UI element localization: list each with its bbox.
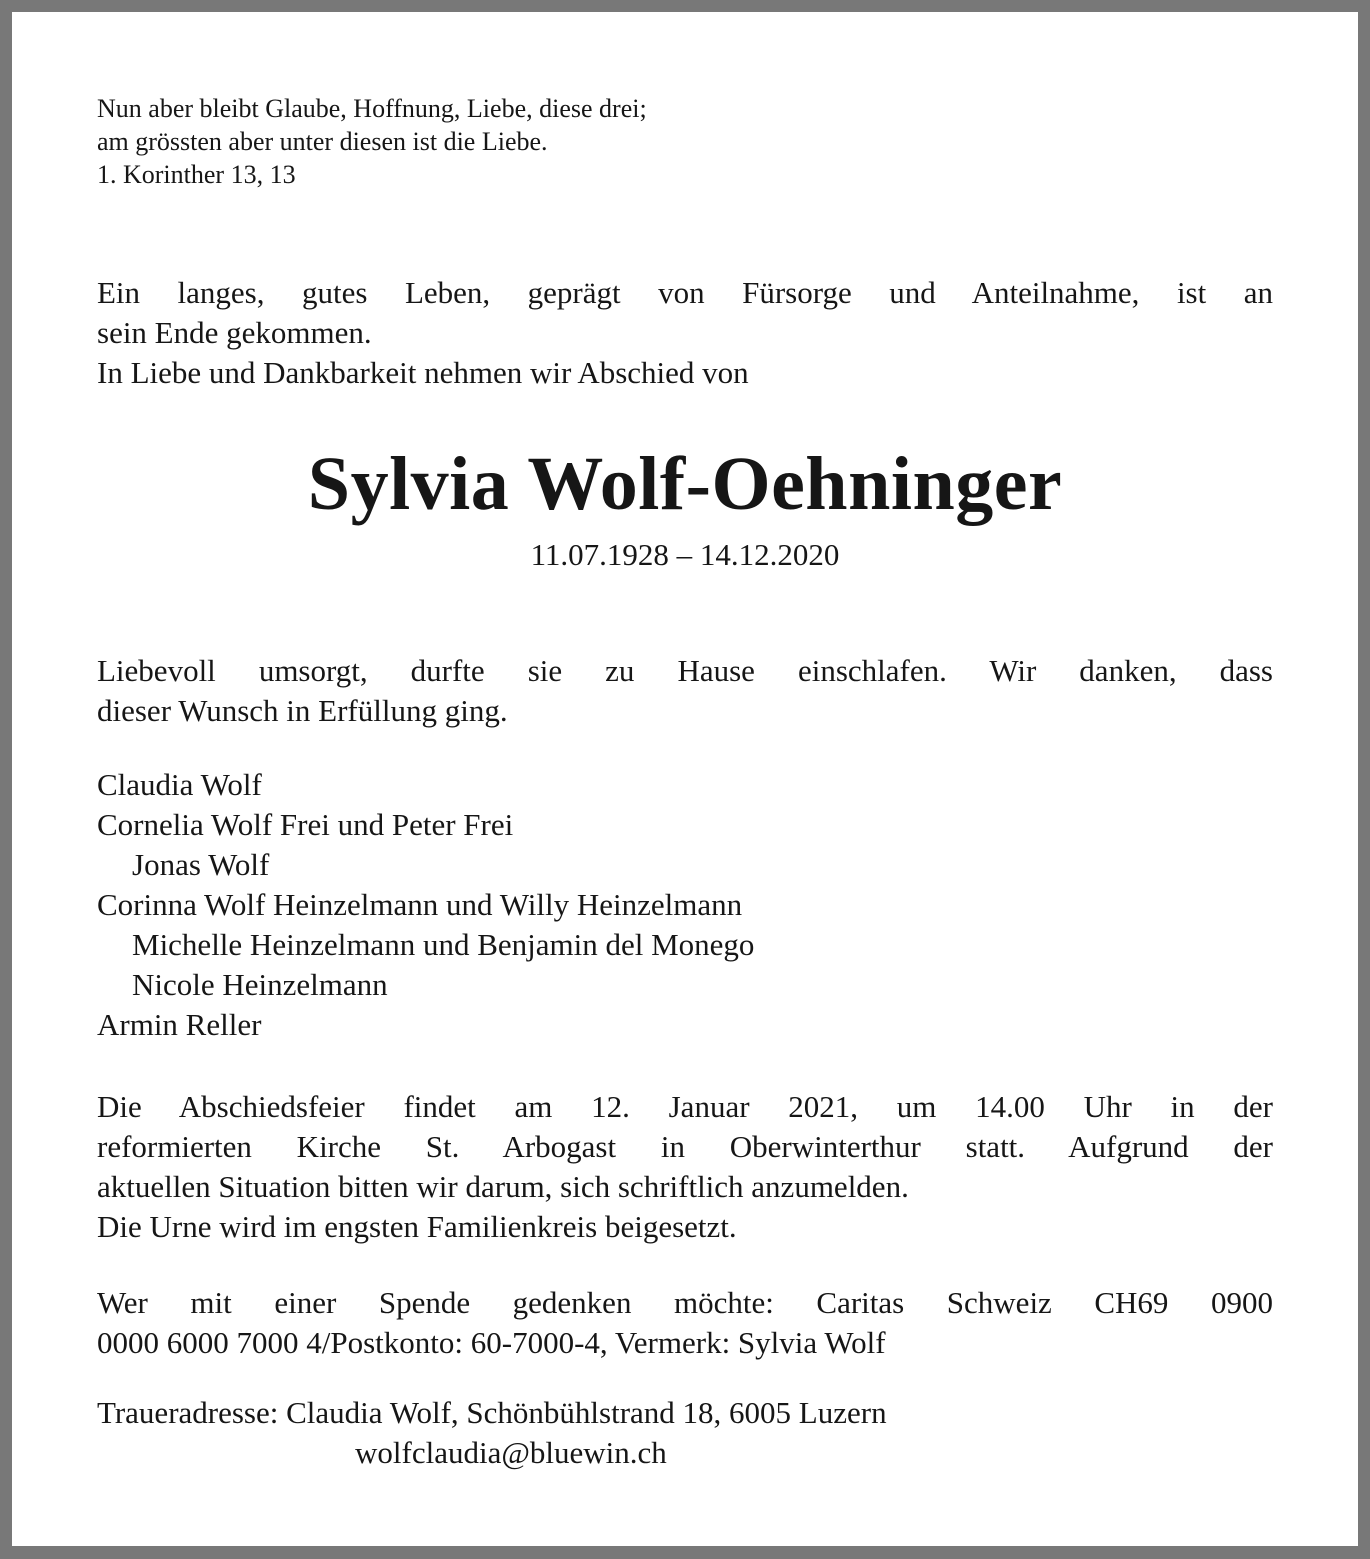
- family-member: Michelle Heinzelmann und Benjamin del Monego: [132, 927, 755, 962]
- family-member: Jonas Wolf: [132, 847, 270, 882]
- family-member: Claudia Wolf: [97, 767, 262, 802]
- life-dates: 11.07.1928 – 14.12.2020: [530, 537, 840, 572]
- obituary-page: [12, 12, 1358, 1546]
- family-member: Armin Reller: [97, 1007, 262, 1042]
- intro-line: Ein langes, gutes Leben, geprägt von Fürsorge und Anteilnahme, ist an: [97, 275, 1273, 310]
- verse-line: Nun aber bleibt Glaube, Hoffnung, Liebe, diese drei;: [97, 94, 647, 123]
- donation-line: Wer mit einer Spende gedenken möchte: Caritas Schweiz CH69 0900: [97, 1285, 1273, 1320]
- family-member: Corinna Wolf Heinzelmann und Willy Heinzelmann: [97, 887, 743, 922]
- bible-verse: [97, 92, 1273, 191]
- family-member: Nicole Heinzelmann: [132, 967, 388, 1002]
- mourning-address: [97, 1393, 1273, 1473]
- intro-line: In Liebe und Dankbarkeit nehmen wir Abschied von: [97, 355, 749, 390]
- ceremony-info: [97, 1087, 1273, 1247]
- ceremony-line: Die Abschiedsfeier findet am 12. Januar 2021, um 14.00 Uhr in der: [97, 1089, 1273, 1124]
- mourning-address-line: Traueradresse: Claudia Wolf, Schönbühlstrand 18, 6005 Luzern: [97, 1395, 887, 1430]
- message-line: dieser Wunsch in Erfüllung ging.: [97, 693, 508, 728]
- deceased-name: Sylvia Wolf-Oehninger: [307, 442, 1063, 526]
- farewell-message: [97, 651, 1273, 731]
- ceremony-line: reformierten Kirche St. Arbogast in Oberwinterthur statt. Aufgrund der: [97, 1129, 1273, 1164]
- ceremony-line: aktuellen Situation bitten wir darum, sich schriftlich anzumelden.: [97, 1169, 909, 1204]
- email-address: wolfclaudia@bluewin.ch: [355, 1435, 667, 1470]
- intro-line: sein Ende gekommen.: [97, 315, 372, 350]
- donation-line: 0000 6000 7000 4/Postkonto: 60-7000-4, Vermerk: Sylvia Wolf: [97, 1325, 886, 1360]
- family-member: Cornelia Wolf Frei und Peter Frei: [97, 807, 514, 842]
- message-line: Liebevoll umsorgt, durfte sie zu Hause einschlafen. Wir danken, dass: [97, 653, 1273, 688]
- intro-paragraph: [97, 273, 1273, 393]
- family-list: [97, 765, 1273, 1045]
- donation-info: [97, 1283, 1273, 1363]
- verse-line: am grössten aber unter diesen ist die Liebe.: [97, 127, 548, 156]
- ceremony-line: Die Urne wird im engsten Familienkreis beigesetzt.: [97, 1209, 737, 1244]
- verse-source: 1. Korinther 13, 13: [97, 160, 296, 189]
